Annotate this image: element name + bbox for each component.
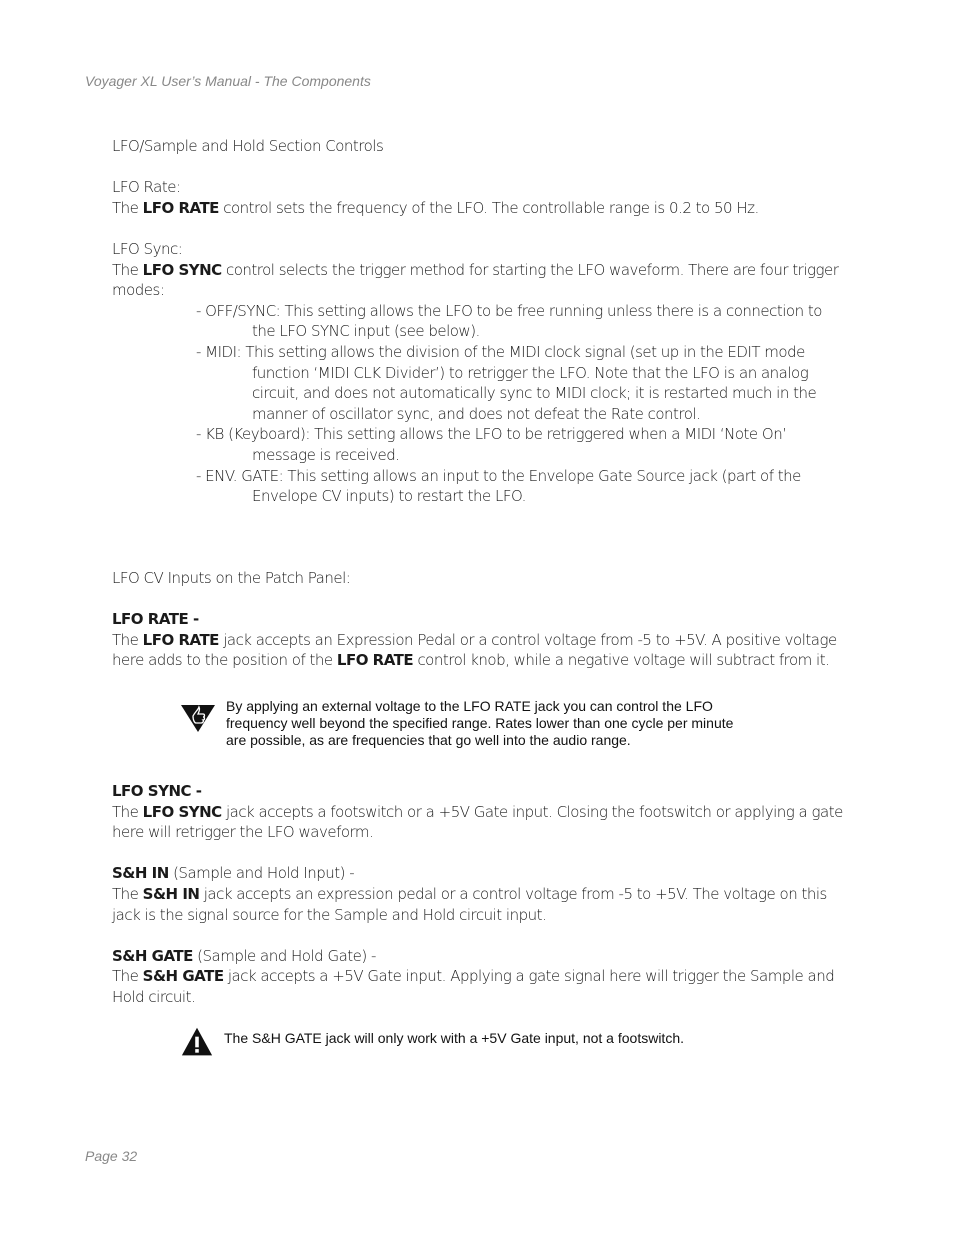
sh-in-paragraph: The S&H IN jack accepts an expression pedal or a control voltage from -5 to +5V. The voltage on this jack is the signal source for the Sample and Hold circuit input. (112, 884, 827, 924)
page-number: Page 32 (85, 1148, 138, 1164)
rate-jack-heading: LFO RATE - (112, 610, 199, 629)
tip-note (180, 698, 746, 749)
sh-gate-heading: S&H GATE (Sample and Hold Gate) - (112, 946, 376, 965)
lfo-sync-paragraph: The LFO SYNC control selects the trigger method for starting the LFO waveform. There are four trigger modes: (112, 260, 839, 300)
thumbs-up-tip-icon (180, 698, 216, 734)
section-cv-inputs (112, 568, 847, 671)
sh-in-heading: S&H IN (Sample and Hold Input) - (112, 864, 355, 883)
sh-gate-paragraph: The S&H GATE jack accepts a +5V Gate input. Applying a gate signal here will trigger the Sample and Hold circuit. (112, 967, 835, 1006)
sync-jack-heading: LFO SYNC - (112, 782, 202, 800)
rate-jack-paragraph: The LFO RATE jack accepts an Expression Pedal or a control voltage from -5 to +5V. A positive voltage here adds to the position of the LFO RATE control knob, while a negative voltage will subtract from it. (112, 630, 837, 670)
lfo-sync-heading: LFO Sync: (112, 239, 183, 258)
running-header: Voyager XL User’s Manual - The Components (85, 73, 371, 89)
warning-note-text: The S&H GATE jack will only work with a +5V Gate input, not a footswitch. (224, 1030, 684, 1046)
mode-item-midi: - MIDI: This setting allows the division of the MIDI clock signal (set up in the EDIT mode function ‘MIDI CLK Divider’) to retrigger the LFO. Note that the LFO is an analog circuit, and does not automatically sync to MIDI clock; it is restarted much in the manner of oscillator sync, and does not defeat the Rate control. (196, 342, 817, 423)
mode-item-kb: - KB (Keyboard): This setting allows the LFO to be retriggered when a MIDI ‘Note On’ message is received. (196, 425, 787, 464)
tip-note-text: By applying an external voltage to the LFO RATE jack you can control the LFO frequency well beyond the specified range. Rates lower than one cycle per minute are possible, as are frequencies that go well into the audio range. (226, 698, 734, 748)
lfo-rate-heading: LFO Rate: (112, 178, 181, 197)
mode-item-off-sync: - OFF/SYNC: This setting allows the LFO to be free running unless there is a connection to the LFO SYNC input (see below). (196, 301, 822, 341)
sync-jack-paragraph: The LFO SYNC jack accepts a footswitch or a +5V Gate input. Closing the footswitch or applying a gate here will retrigger the LFO waveform. (112, 802, 843, 842)
lfo-rate-paragraph: The LFO RATE control sets the frequency of the LFO. The controllable range is 0.2 to 50 Hz. (112, 198, 759, 217)
warning-icon (180, 1026, 214, 1058)
section-lfo-controls (112, 136, 847, 507)
section-title: LFO/Sample and Hold Section Controls (112, 137, 384, 155)
cv-title: LFO CV Inputs on the Patch Panel: (112, 569, 351, 587)
section-jacks (112, 781, 847, 1008)
mode-item-env-gate: - ENV. GATE: This setting allows an input to the Envelope Gate Source jack (part of the Envelope CV inputs) to restart the LFO. (196, 466, 801, 506)
warning-note (180, 1026, 824, 1058)
